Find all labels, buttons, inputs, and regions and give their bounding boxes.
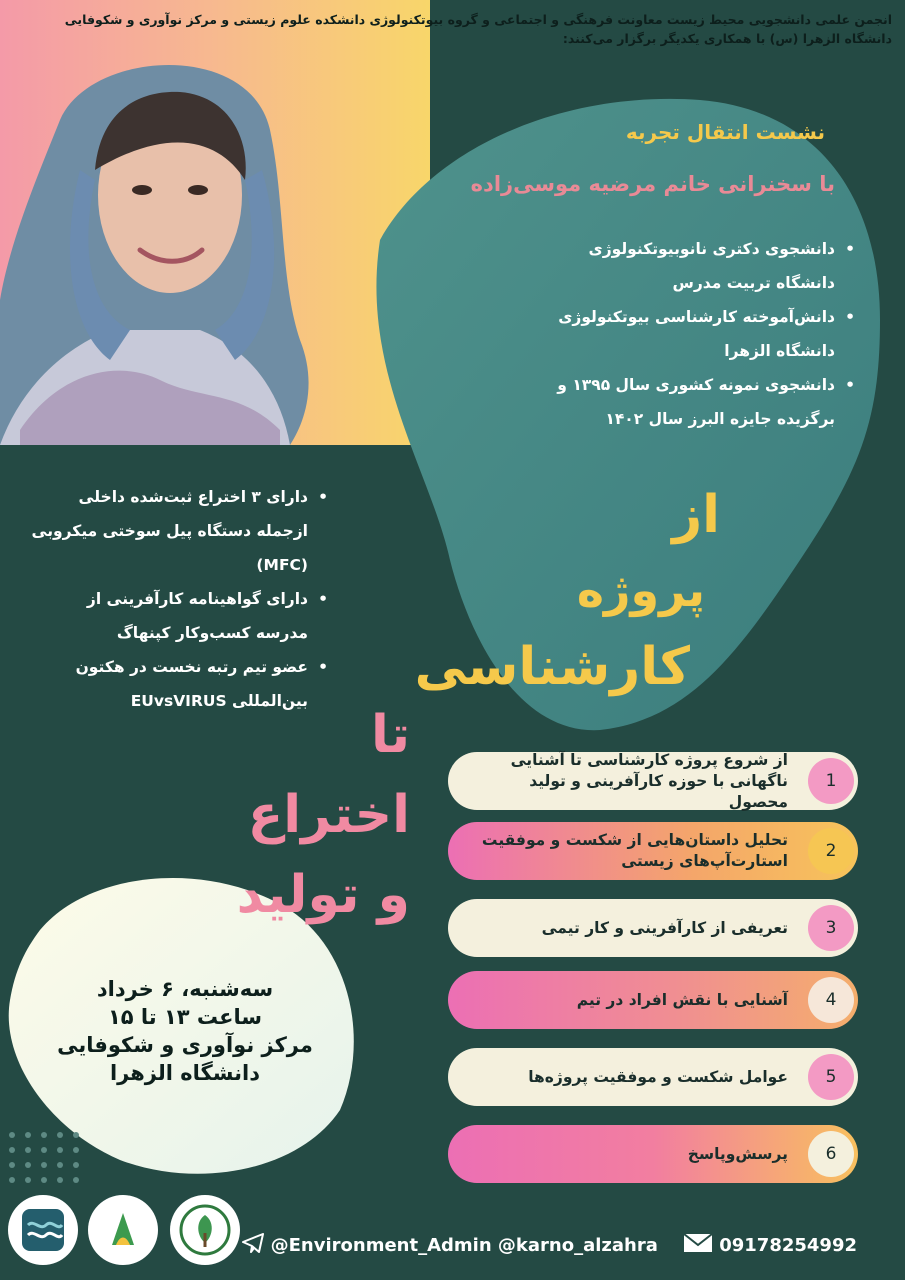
- header-line-2: دانشگاه الزهرا (س) با همکاری یکدیگر برگزار می‌کنند:: [562, 31, 892, 46]
- agenda-item: [448, 971, 858, 1029]
- agenda-text: عوامل شکست و موفقیت پروژه‌ها: [528, 1067, 788, 1086]
- event-details: [40, 975, 330, 1087]
- bio-item: • عضو تیم رتبه نخست در هکتون بین‌المللی EUvsVIRUS: [30, 650, 330, 718]
- bio-item: • دانش‌آموخته کارشناسی بیوتکنولوژی دانشگاه الزهرا: [527, 300, 857, 368]
- title-az: از: [672, 485, 720, 545]
- agenda-number: 6: [808, 1131, 854, 1177]
- title-tolid: و تولید: [236, 865, 410, 925]
- speaker-name: با سخنرانی خانم مرضیه موسی‌زاده: [470, 172, 835, 196]
- agenda-item: [448, 1125, 858, 1183]
- bio-item: • دانشجوی نمونه کشوری سال ۱۳۹۵ و برگزیده جایزه البرز سال ۱۴۰۲: [527, 368, 857, 436]
- agenda-item: [448, 822, 858, 880]
- organizers-header: [12, 10, 892, 48]
- environment-club-logo-icon: [178, 1203, 232, 1257]
- title-ta: تا: [370, 705, 410, 765]
- event-date: سه‌شنبه، ۶ خرداد: [96, 977, 274, 1001]
- event-time: ساعت ۱۳ تا ۱۵: [107, 1005, 263, 1029]
- title-karshenasi: کارشناسی: [414, 637, 690, 697]
- agenda-number: 1: [808, 758, 854, 804]
- event-university: دانشگاه الزهرا: [109, 1061, 260, 1085]
- agenda-item: [448, 752, 858, 810]
- agenda-item: [448, 899, 858, 957]
- agenda-item: [448, 1048, 858, 1106]
- org-logo-1: [8, 1195, 78, 1265]
- header-line-1: انجمن علمی دانشجویی محیط زیست معاونت فرهنگی و اجتماعی و گروه بیوتکنولوژی دانشکده علوم زیستی و مرکز نوآوری و شکوفایی: [64, 12, 892, 27]
- event-place: مرکز نوآوری و شکوفایی: [57, 1033, 313, 1057]
- telegram-icon: [242, 1237, 270, 1258]
- agenda-number: 4: [808, 977, 854, 1023]
- bio-item: • دارای ۳ اختراع ثبت‌شده داخلی ازجمله دستگاه پیل سوختی میکروبی (MFC): [30, 480, 330, 582]
- speaker-bio-right: [527, 232, 857, 436]
- bio-item: • دانشجوی دکتری نانوبیوتکنولوژی دانشگاه تربیت مدرس: [527, 232, 857, 300]
- phone-number[interactable]: 09178254992: [719, 1235, 857, 1256]
- bio-item: • دارای گواهینامه کارآفرینی از مدرسه کسب‌وکار کپنهاگ: [30, 582, 330, 650]
- alzahra-logo-icon: [98, 1205, 148, 1255]
- agenda-text: پرسش‌وپاسخ: [687, 1144, 788, 1163]
- agenda-text: از شروع پروژه کارشناسی تا آشنایی ناگهانی با حوزه کارآفرینی و تولید محصول: [510, 750, 788, 811]
- agenda-text: تعریفی از کارآفرینی و کار تیمی: [541, 918, 788, 937]
- agenda-number: 3: [808, 905, 854, 951]
- org-logo-3: [170, 1195, 240, 1265]
- agenda-number: 5: [808, 1054, 854, 1100]
- mail-icon: [683, 1237, 719, 1258]
- speaker-bio-left: [30, 480, 330, 718]
- social-handles[interactable]: @Environment_Admin @karno_alzahra: [270, 1235, 658, 1256]
- title-project: پروژه: [576, 563, 705, 617]
- title-ekhtera: اختراع: [247, 785, 410, 845]
- wave-logo-icon: [18, 1205, 68, 1255]
- agenda-text: آشنایی با نقش افراد در تیم: [576, 990, 788, 1009]
- org-logo-2: [88, 1195, 158, 1265]
- session-title: نشست انتقال تجربه: [625, 120, 825, 144]
- agenda-number: 2: [808, 828, 854, 874]
- agenda-text: تحلیل داستان‌هایی از شکست و موفقیت استارت‌آپ‌های زیستی: [481, 831, 788, 870]
- footer-contacts: [242, 1233, 857, 1258]
